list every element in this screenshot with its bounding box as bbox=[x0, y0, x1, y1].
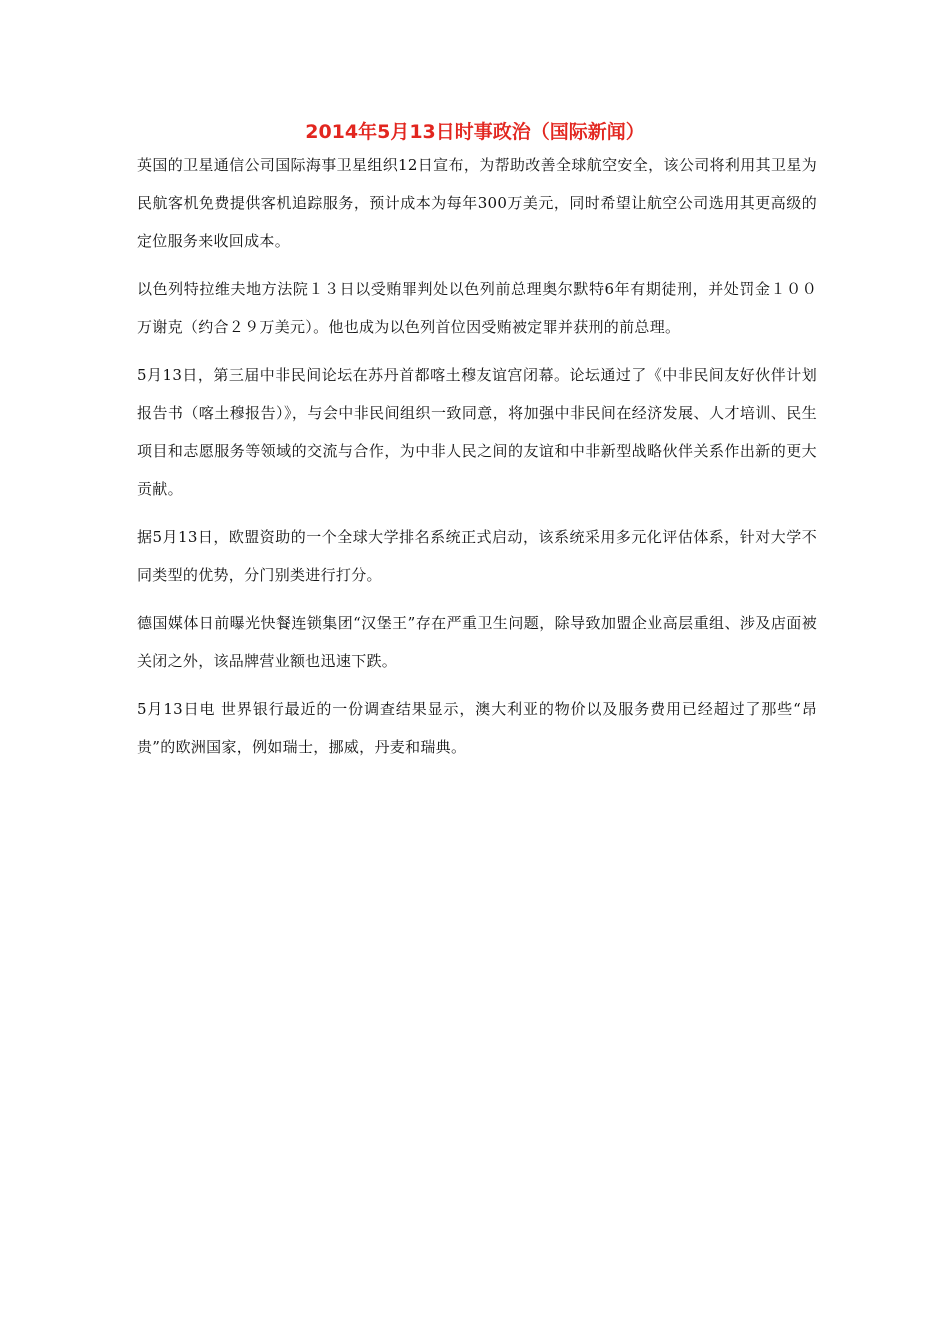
news-paragraph-satellite: 英国的卫星通信公司国际海事卫星组织12日宣布，为帮助改善全球航空安全，该公司将利用其卫星为民航客机免费提供客机追踪服务，预计成本为每年300万美元，同时希望让航空公司选用其更高级的定位服务来收回成本。 bbox=[137, 156, 817, 250]
page-title: 2014年5月13日时事政治（国际新闻） bbox=[305, 121, 645, 143]
article-body bbox=[137, 146, 817, 776]
news-paragraph-university-ranking: 据5月13日，欧盟资助的一个全球大学排名系统正式启动，该系统采用多元化评估体系，针对大学不同类型的优势，分门别类进行打分。 bbox=[137, 528, 817, 584]
news-paragraph-burger-king: 德国媒体日前曝光快餐连锁集团“汉堡王”存在严重卫生问题，除导致加盟企业高层重组、涉及店面被关闭之外，该品牌营业额也迅速下跌。 bbox=[137, 614, 817, 670]
news-paragraph-israel: 以色列特拉维夫地方法院１３日以受贿罪判处以色列前总理奥尔默特6年有期徒刑，并处罚金１００万谢克（约合２９万美元）。他也成为以色列首位因受贿被定罪并获刑的前总理。 bbox=[137, 280, 817, 336]
news-paragraph-china-africa: 5月13日，第三届中非民间论坛在苏丹首都喀土穆友谊宫闭幕。论坛通过了《中非民间友好伙伴计划报告书（喀土穆报告）》，与会中非民间组织一致同意，将加强中非民间在经济发展、人才培训、民生项目和志愿服务等领域的交流与合作，为中非人民之间的友谊和中非新型战略伙伴关系作出新的更大贡献。 bbox=[137, 366, 817, 498]
news-paragraph-world-bank: 5月13日电 世界银行最近的一份调查结果显示，澳大利亚的物价以及服务费用已经超过了那些“昂贵”的欧洲国家，例如瑞士，挪威，丹麦和瑞典。 bbox=[137, 700, 817, 756]
